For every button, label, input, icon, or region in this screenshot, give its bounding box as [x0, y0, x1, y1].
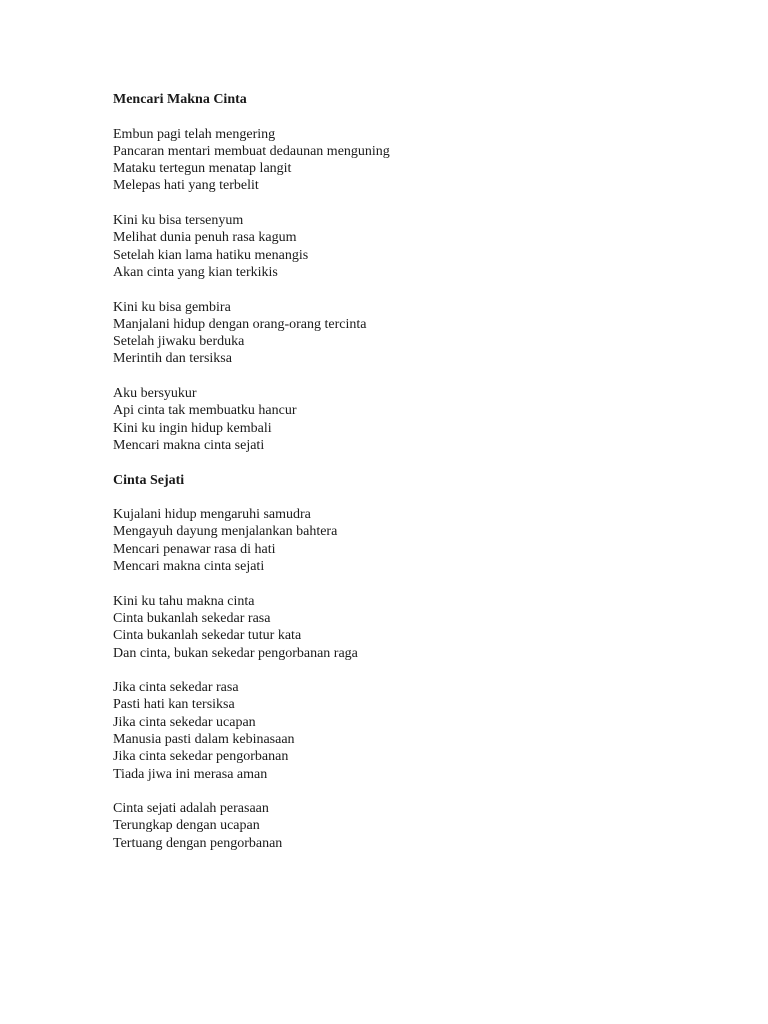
poem-line: Aku bersyukur: [113, 386, 197, 402]
poem-line: Tertuang dengan pengorbanan: [113, 835, 283, 851]
stanza: [113, 385, 713, 454]
poem-line: Pancaran mentari membuat dedaunan menguning: [113, 143, 390, 159]
poem-line: Akan cinta yang kian terkikis: [113, 264, 278, 280]
poem-line: Mencari penawar rasa di hati: [113, 541, 276, 557]
stanza: [113, 299, 713, 368]
poem: [113, 472, 713, 853]
stanza: [113, 212, 713, 281]
poem-line: Kini ku bisa gembira: [113, 299, 231, 315]
stanza: [113, 800, 713, 852]
poem-line: Mengayuh dayung menjalankan bahtera: [113, 524, 338, 540]
poem-line: Mataku tertegun menatap langit: [113, 161, 292, 177]
stanza: [113, 593, 713, 662]
poem-line: Manusia pasti dalam kebinasaan: [113, 731, 295, 747]
poem: [113, 91, 713, 454]
stanza: [113, 506, 713, 575]
poem-line: Jika cinta sekedar pengorbanan: [113, 749, 289, 765]
poem-line: Melihat dunia penuh rasa kagum: [113, 230, 297, 246]
poem-line: Jika cinta sekedar ucapan: [113, 714, 256, 730]
poem-line: Setelah kian lama hatiku menangis: [113, 247, 309, 263]
poem-line: Dan cinta, bukan sekedar pengorbanan raga: [113, 645, 358, 661]
poem-line: Kini ku ingin hidup kembali: [113, 420, 272, 436]
poem-line: Cinta bukanlah sekedar tutur kata: [113, 628, 302, 644]
poem-line: Merintih dan tersiksa: [113, 351, 232, 367]
poem-line: Kujalani hidup mengaruhi samudra: [113, 507, 311, 523]
poem-line: Terungkap dengan ucapan: [113, 818, 260, 834]
poem-line: Cinta sejati adalah perasaan: [113, 801, 269, 817]
poem-line: Manjalani hidup dengan orang-orang tercinta: [113, 316, 367, 332]
poem-line: Tiada jiwa ini merasa aman: [113, 766, 268, 782]
stanza: [113, 126, 713, 195]
poem-line: Api cinta tak membuatku hancur: [113, 403, 297, 419]
poem-line: Kini ku tahu makna cinta: [113, 593, 255, 609]
poem-line: Pasti hati kan tersiksa: [113, 697, 235, 713]
poem-line: Jika cinta sekedar rasa: [113, 680, 239, 696]
poem-line: Melepas hati yang terbelit: [113, 178, 259, 194]
stanza: [113, 679, 713, 783]
poem-line: Embun pagi telah mengering: [113, 126, 276, 142]
poem-title: Cinta Sejati: [113, 472, 185, 488]
poem-line: Mencari makna cinta sejati: [113, 559, 265, 575]
poem-line: Mencari makna cinta sejati: [113, 437, 265, 453]
poem-line: Kini ku bisa tersenyum: [113, 213, 244, 229]
document-content: [113, 91, 713, 869]
poem-line: Cinta bukanlah sekedar rasa: [113, 610, 271, 626]
poem-title: Mencari Makna Cinta: [113, 92, 247, 107]
poem-line: Setelah jiwaku berduka: [113, 334, 245, 350]
